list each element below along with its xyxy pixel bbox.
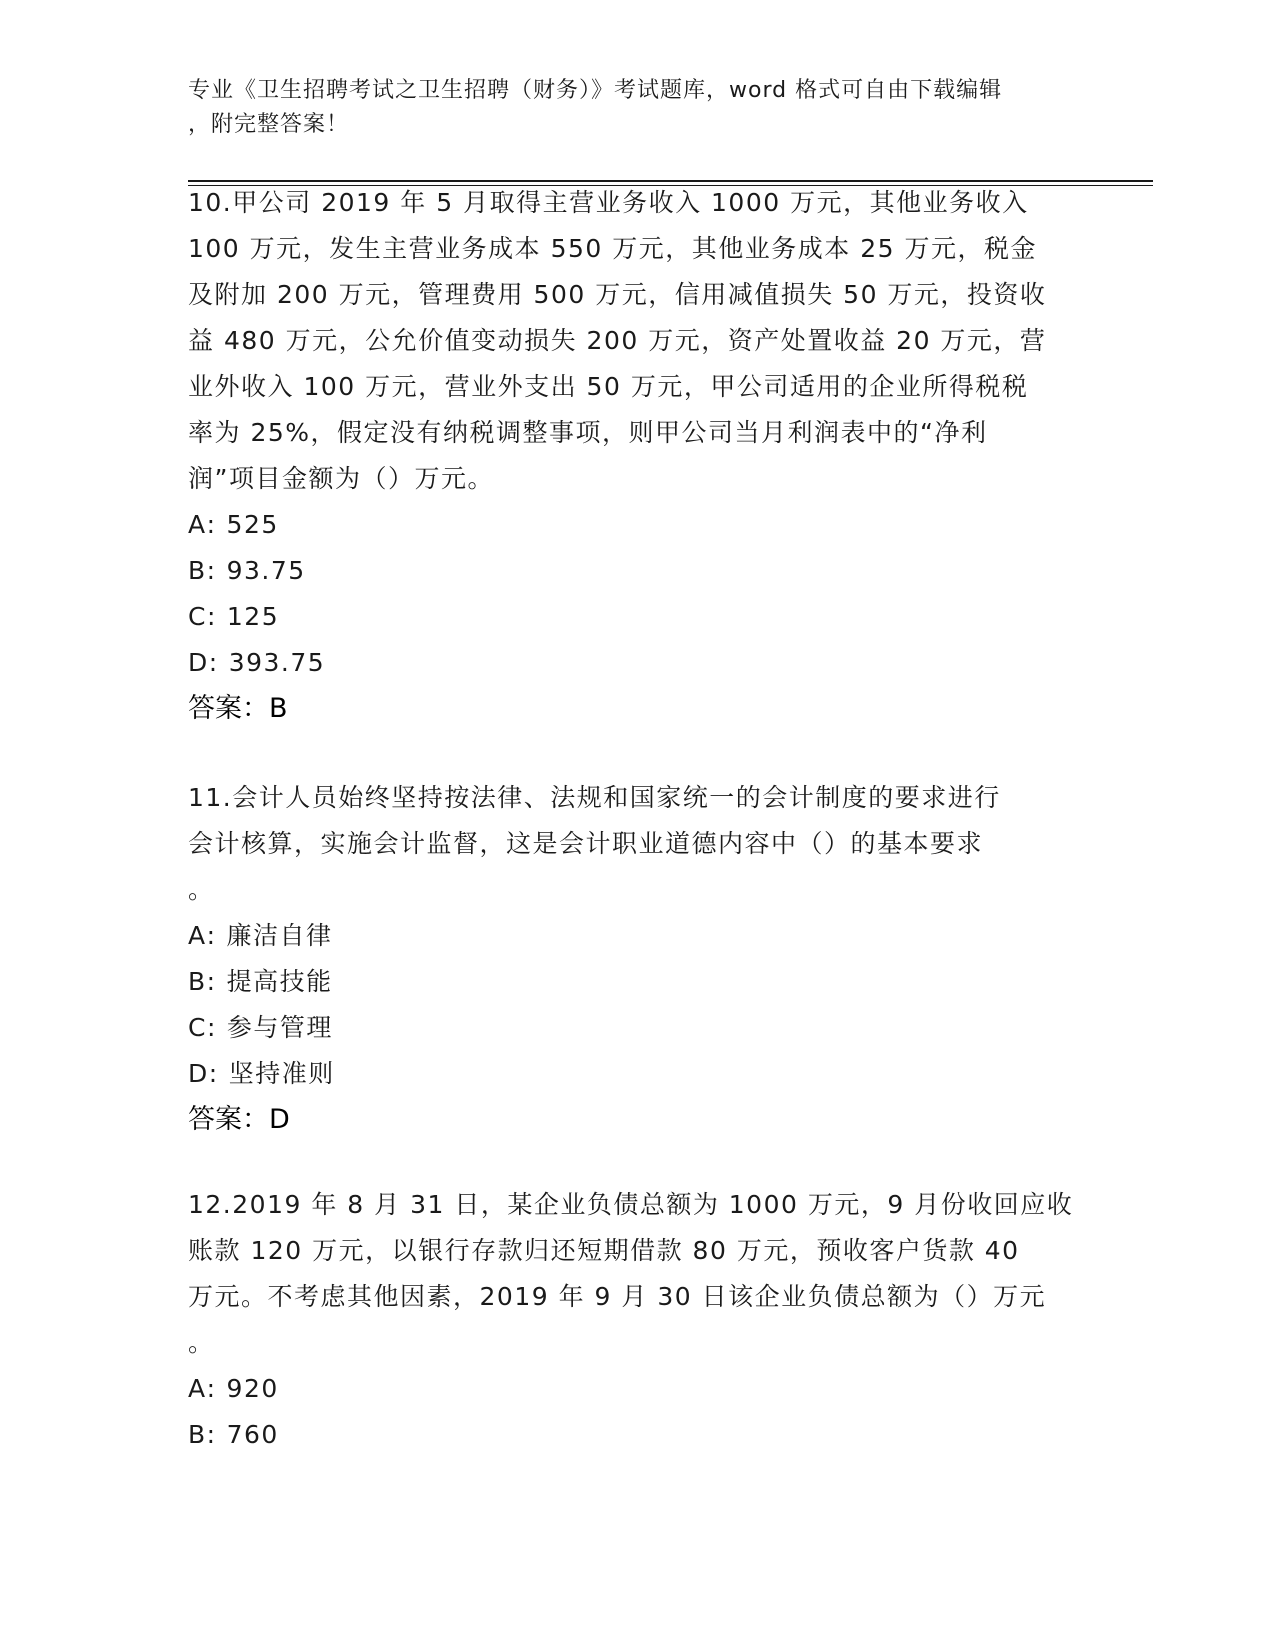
option-b: B: 提高技能: [188, 967, 333, 996]
question-text: 10.甲公司 2019 年 5 月取得主营业务收入 1000 万元，其他业务收入 100 万元，发生主营业务成本 550 万元，其他业务成本 25 万元，税金 及附加 200 万元，管理费用 500 万元，信用减值损失 50 万元，投资收 益 480 万元，公允价值变动损失 200 万元，资产处置收益 20 万元，营 业外收入 100 万元，营业外支出 50 万元，甲公司适用的企业所得税税 率为 25%，假定没有纳税调整事项，则甲公司当月利润表中的“净利 润”项目金额为（）万元。: [188, 188, 1047, 493]
option-d: D: 坚持准则: [188, 1059, 335, 1088]
option-b: B: 760: [188, 1420, 279, 1449]
header-text: 专业《卫生招聘考试之卫生招聘（财务）》考试题库，word 格式可自由下载编辑 ，附完整答案！: [188, 78, 1003, 137]
option-d: D: 393.75: [188, 648, 326, 677]
answer: 答案：D: [188, 1104, 290, 1135]
question-text: 12.2019 年 8 月 31 日，某企业负债总额为 1000 万元，9 月份收回应收 账款 120 万元，以银行存款归还短期借款 80 万元，预收客户货款 40 万元。不考虑其他因素，2019 年 9 月 30 日该企业负债总额为（）万元 。: [188, 1190, 1074, 1357]
option-c: C: 125: [188, 602, 280, 631]
option-a: A: 920: [188, 1374, 279, 1403]
option-c: C: 参与管理: [188, 1013, 333, 1042]
option-a: A: 廉洁自律: [188, 921, 333, 950]
option-a: A: 525: [188, 510, 279, 539]
option-b: B: 93.75: [188, 556, 306, 585]
answer: 答案：B: [188, 693, 288, 724]
document-header: [188, 74, 1068, 142]
question-11: [188, 775, 1088, 1143]
question-10: [188, 180, 1088, 732]
question-12: [188, 1182, 1088, 1458]
question-text: 11.会计人员始终坚持按法律、法规和国家统一的会计制度的要求进行 会计核算，实施会计监督，这是会计职业道德内容中（）的基本要求 。: [188, 783, 1001, 904]
